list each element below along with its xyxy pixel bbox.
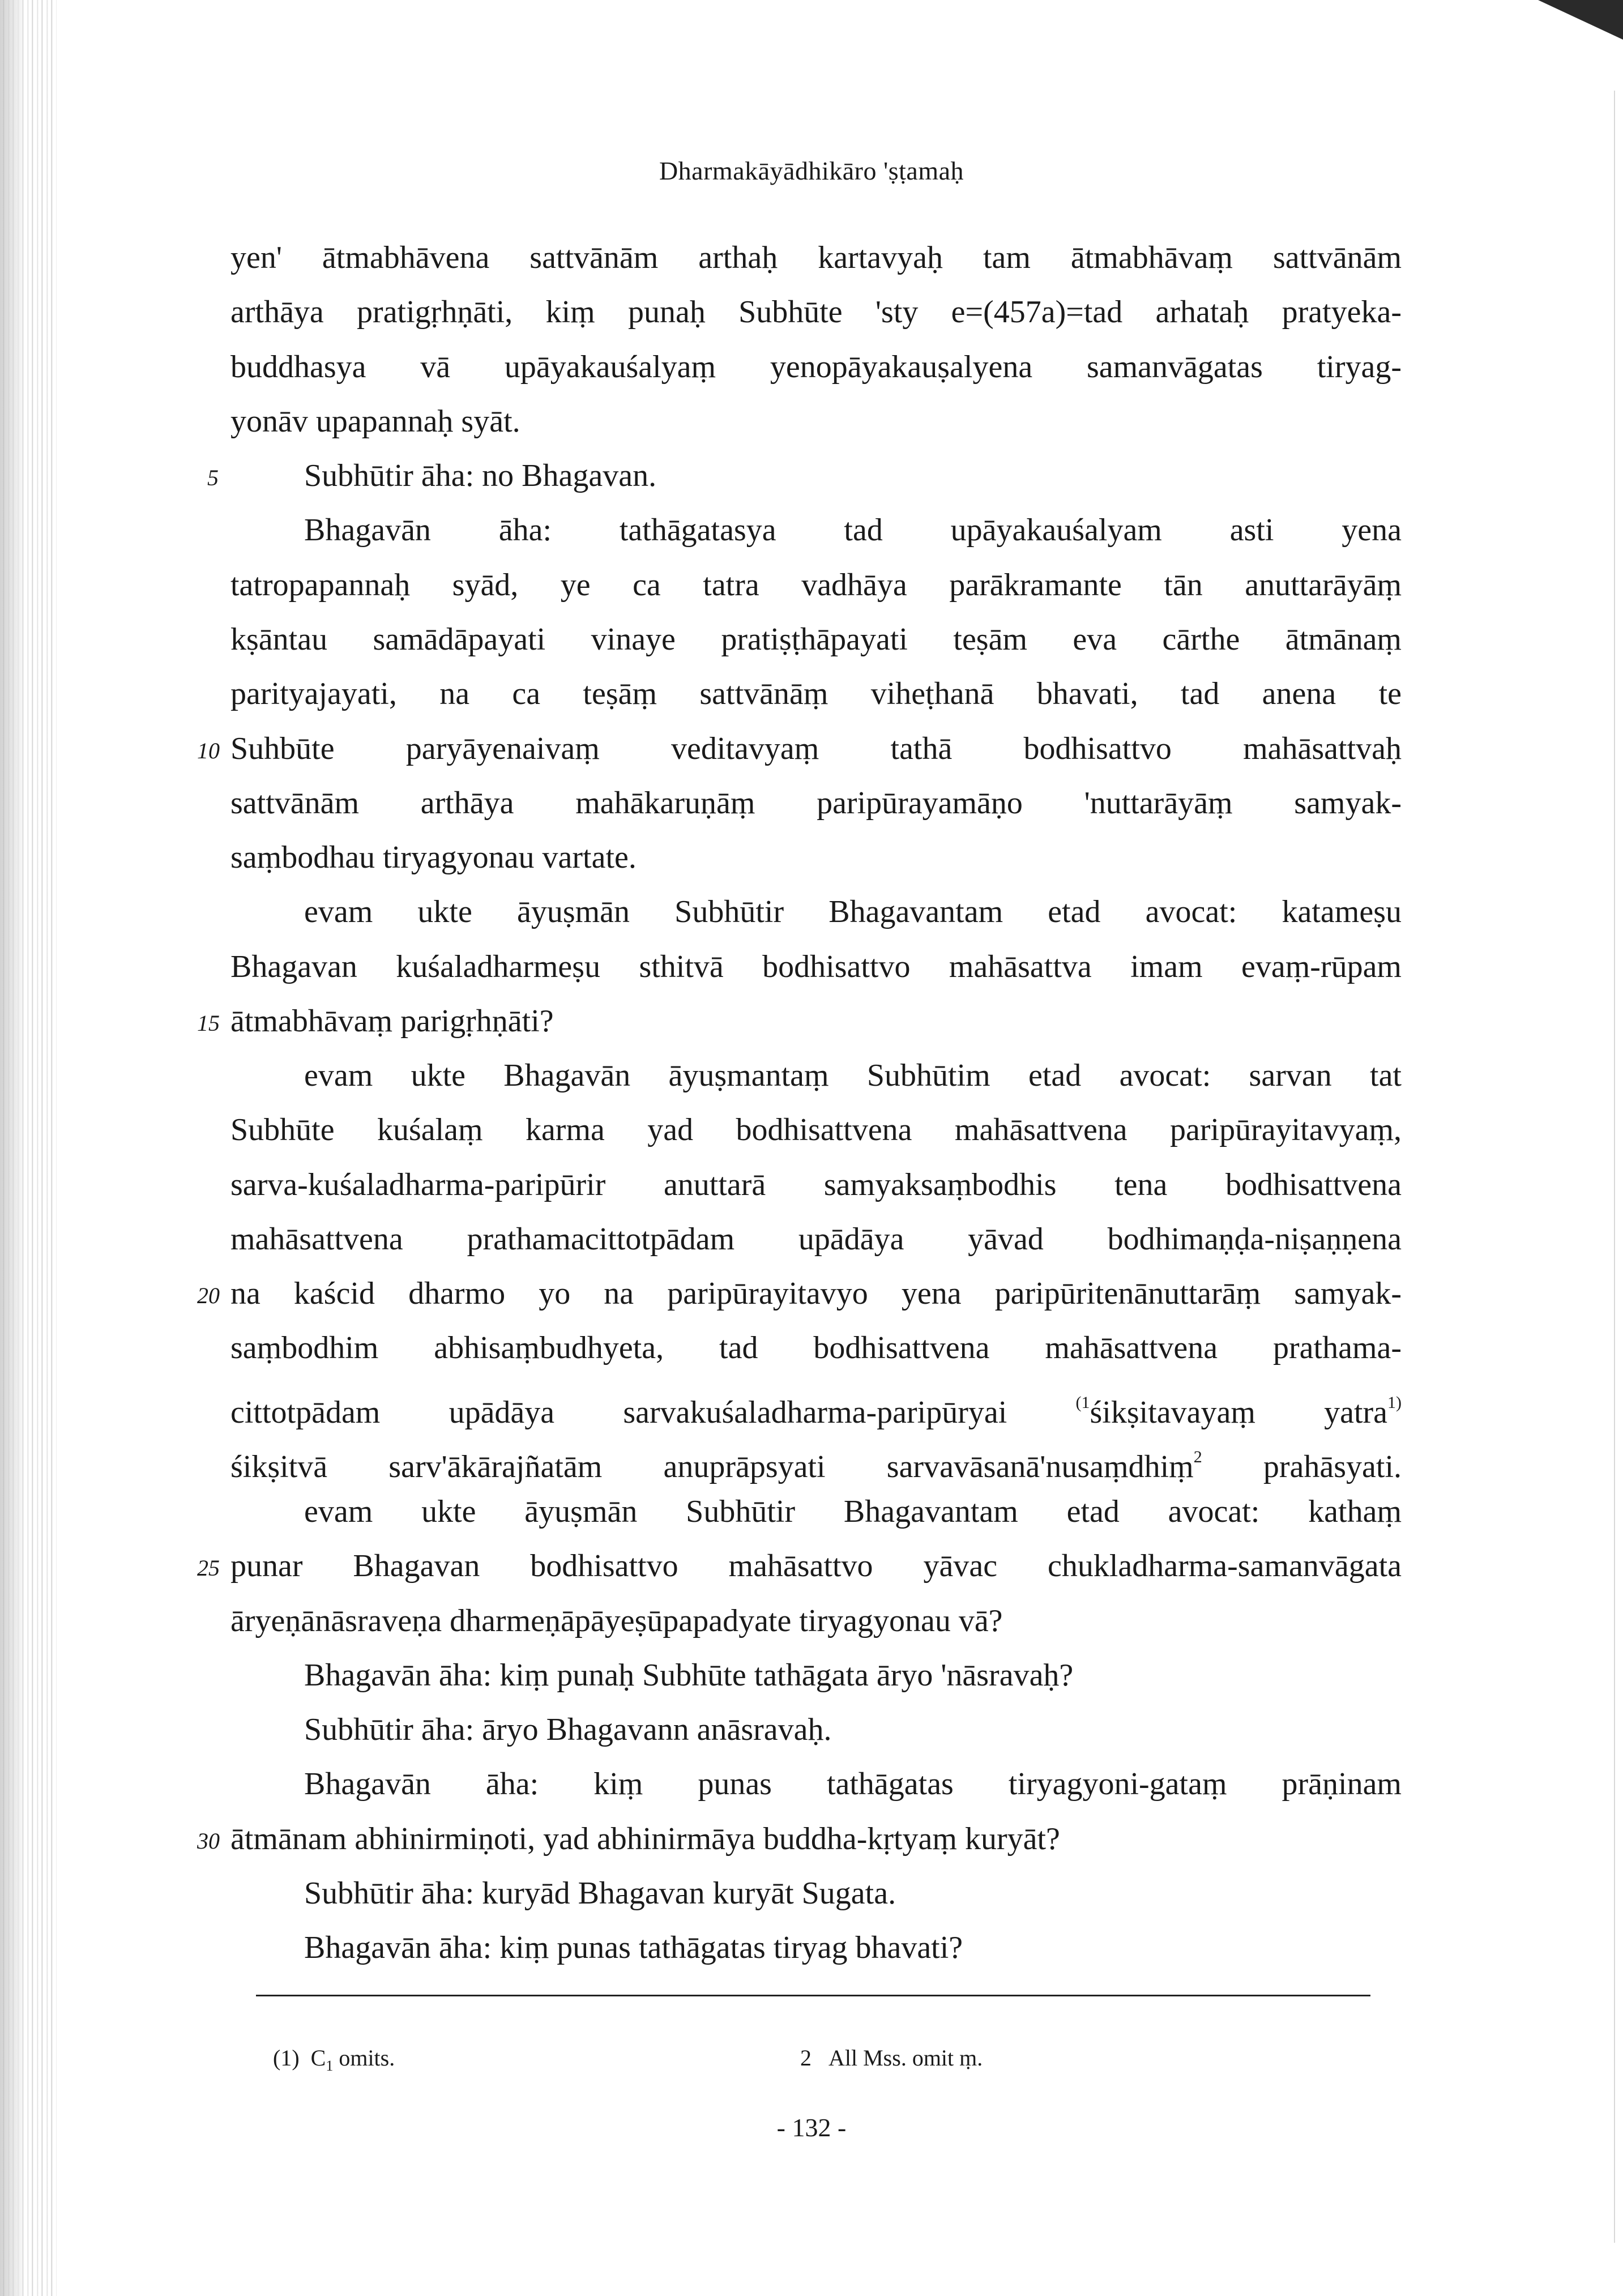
footnote-2	[800, 2045, 983, 2071]
line-number: 20	[197, 1283, 220, 1308]
text-line: āryeṇānāsraveṇa dharmeṇāpāyeṣūpapadyate tiryagyonau vā?	[230, 1603, 1003, 1638]
footnote-1	[273, 2045, 395, 2075]
text-line: ātmabhāvaṃ parigṛhṇāti?	[230, 1004, 554, 1039]
text-line: punar Bhagavan bodhisattvo mahāsattvo yāvac chukladharma-samanvāgata	[230, 1548, 1402, 1584]
text-line: saṃbodhim abhisaṃbudhyeta, tad bodhisattvena mahāsattvena prathama-	[230, 1330, 1402, 1365]
text-line	[230, 1433, 1402, 1482]
text-line: evam ukte āyuṣmān Subhūtir Bhagavantam etad avocat: katameṣu	[304, 894, 1402, 929]
text-line: parityajayati, na ca teṣāṃ sattvānāṃ viheṭhanā bhavati, tad anena te	[230, 676, 1402, 711]
line-number: 5	[207, 465, 219, 490]
binding-edge	[0, 0, 23, 2296]
text-line: yonāv upapannaḥ syāt.	[230, 404, 520, 439]
text-line: buddhasya vā upāyakauśalyaṃ yenopāyakauṣalyena samanvāgatas tiryag-	[230, 349, 1402, 385]
text-line: kṣāntau samādāpayati vinaye pratiṣṭhāpayati teṣām eva cārthe ātmānaṃ	[230, 622, 1402, 657]
text-line: na kaścid dharmo yo na paripūrayitavyo yena paripūritenānuttarāṃ samyak-	[230, 1276, 1402, 1311]
text-line: Bhagavan kuśaladharmeṣu sthitvā bodhisattvo mahāsattva imam evaṃ-rūpam	[230, 949, 1402, 984]
text-line: Subhūtir āha: no Bhagavan.	[304, 458, 657, 493]
line-number: 15	[197, 1010, 220, 1036]
text-line: Subhūtir āha: āryo Bhagavann anāsravaḥ.	[304, 1712, 832, 1747]
text-line: Subhūtir āha: kuryād Bhagavan kuryāt Sugata.	[304, 1876, 896, 1911]
footnote-marker: (1)	[273, 2045, 300, 2071]
text-line: tatropapannaḥ syād, ye ca tatra vadhāya parākramante tān anuttarāyāṃ	[230, 567, 1402, 603]
footnote-rule	[256, 1995, 1370, 1996]
footnote-mark: $^{(1}$śikṣitavayaṃ yatra$^{1)}$	[1075, 1393, 1402, 1430]
page-number: - 132 -	[776, 2113, 847, 2142]
text-segment: cittotpādam upādāya sarvakuśaladharma-paripūryai	[230, 1395, 1007, 1430]
line-number: 25	[197, 1555, 220, 1581]
page-edge-line	[1614, 91, 1615, 2243]
text-line: Suhbūte paryāyenaivaṃ veditavyaṃ tathā bodhisattvo mahāsattvaḥ	[230, 731, 1402, 766]
text-line: Bhagavān āha: kiṃ punas tathāgatas tiryag bhavati?	[304, 1930, 963, 1965]
footnote-mark: 2	[1193, 1448, 1202, 1466]
text-line: sarva-kuśaladharma-paripūrir anuttarā samyaksaṃbodhis tena bodhisattvena	[230, 1167, 1402, 1202]
text-line: saṃbodhau tiryagyonau vartate.	[230, 840, 637, 875]
page-corner-fold	[1538, 0, 1623, 40]
text-line: Bhagavān āha: kiṃ punas tathāgatas tiryagyoni-gataṃ prāṇinam	[304, 1766, 1402, 1802]
text-line: arthāya pratigṛhṇāti, kiṃ punaḥ Subhūte 'sty e=(457a)=tad arhataḥ pratyeka-	[230, 295, 1402, 330]
line-number: 10	[197, 738, 220, 763]
text-segment: prahāsyati.	[1202, 1449, 1402, 1484]
footnote-siglum-sub: 1	[326, 2058, 334, 2074]
footnote-marker: 2	[800, 2045, 812, 2071]
footnote-text: omits.	[333, 2045, 395, 2071]
text-segment: śikṣitvā sarv'ākārajñatām anuprāpsyati sarvavāsanā'nusaṃdhiṃ	[230, 1449, 1194, 1484]
footnote-text: All Mss. omit ṃ.	[828, 2045, 983, 2071]
text-line: mahāsattvena prathamacittotpādam upādāya yāvad bodhimaṇḍa-niṣaṇṇena	[230, 1222, 1402, 1257]
text-line: ātmānam abhinirmiṇoti, yad abhinirmāya buddha-kṛtyaṃ kuryāt?	[230, 1821, 1060, 1857]
text-line: evam ukte Bhagavān āyuṣmantaṃ Subhūtim etad avocat: sarvan tat	[304, 1058, 1402, 1093]
text-line: sattvānām arthāya mahākaruṇāṃ paripūrayamāṇo 'nuttarāyāṃ samyak-	[230, 786, 1402, 821]
text-line: Subhūte kuśalaṃ karma yad bodhisattvena mahāsattvena paripūrayitavyaṃ,	[230, 1112, 1402, 1147]
text-line: Bhagavān āha: kiṃ punaḥ Subhūte tathāgata āryo 'nāsravaḥ?	[304, 1658, 1074, 1693]
footnote-siglum: C	[310, 2045, 326, 2071]
text-line: Bhagavān āha: tathāgatasya tad upāyakauśalyam asti yena	[304, 513, 1402, 548]
text-line	[230, 1379, 1402, 1430]
text-line: yen' ātmabhāvena sattvānām arthaḥ kartavyaḥ tam ātmabhāvaṃ sattvānām	[230, 240, 1402, 275]
line-number: 30	[197, 1828, 220, 1854]
text-line: evam ukte āyuṣmān Subhūtir Bhagavantam etad avocat: kathaṃ	[304, 1494, 1402, 1529]
running-title: Dharmakāyādhikāro 'ṣṭamaḥ	[659, 156, 964, 185]
